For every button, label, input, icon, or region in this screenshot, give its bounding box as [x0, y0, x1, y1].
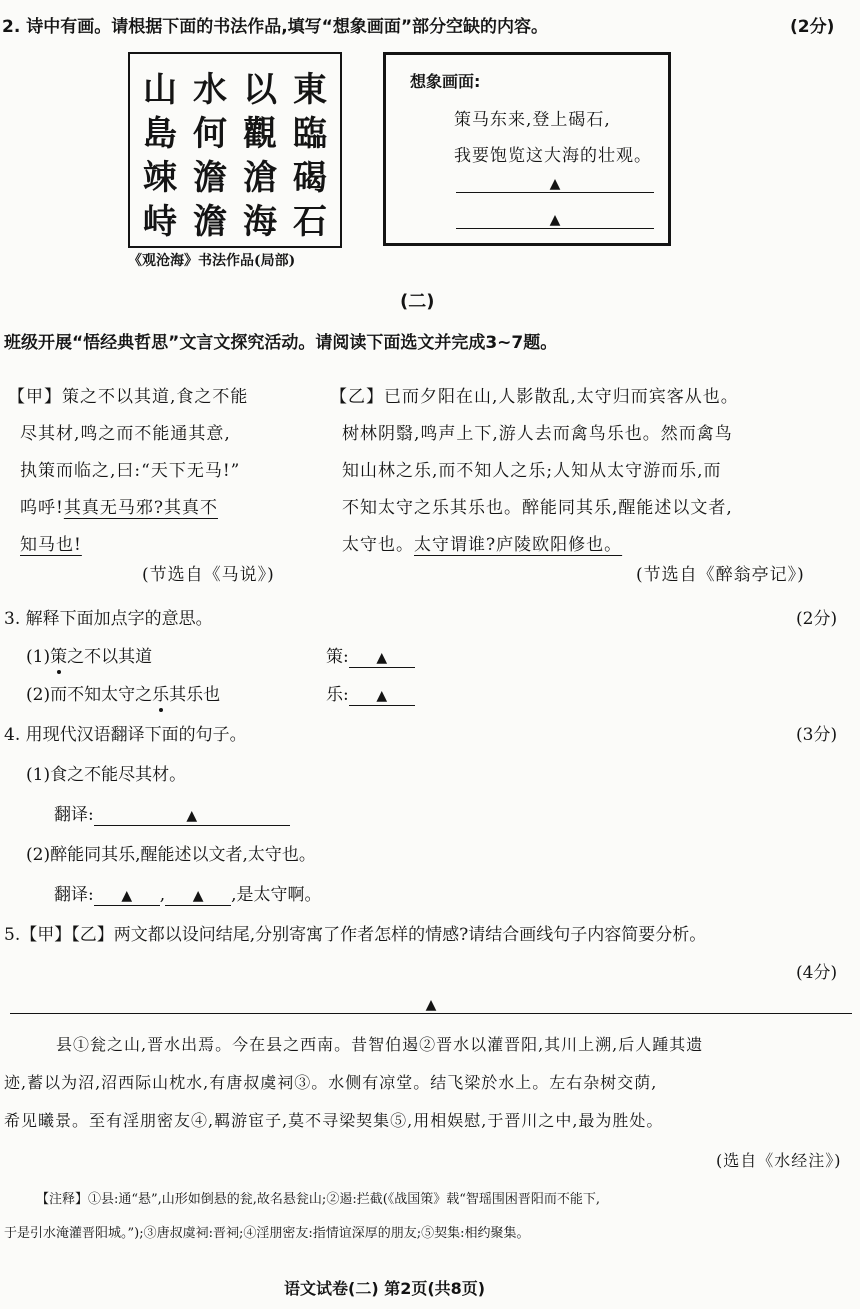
- q3-item-2: (2)而不知太守之乐其乐也: [26, 685, 221, 705]
- section-intro: 班级开展“悟经典哲思”文言文探究活动。请阅读下面选文并完成3~7题。: [4, 333, 558, 353]
- q5-prompt: 5.【甲】【乙】两文都以设问结尾,分别寄寓了作者怎样的情感?请结合画线句子内容简要分析。: [4, 925, 707, 945]
- passage-source: (选自《水经注》): [716, 1151, 842, 1170]
- q3-score: (2分): [796, 609, 838, 629]
- section-heading: (二): [400, 291, 435, 312]
- calligraphy-column-3: [188, 68, 232, 244]
- q4-item-1: (1)食之不能尽其材。: [26, 765, 187, 785]
- calligraphy-artwork: [128, 52, 342, 248]
- calligraphy-char: 以: [243, 70, 277, 110]
- yi-line-5: [342, 530, 622, 555]
- imagination-title: 想象画面:: [410, 72, 481, 91]
- q4-prompt: 4. 用现代汉语翻译下面的句子。: [4, 725, 247, 745]
- calligraphy-char: 山: [143, 70, 177, 110]
- jia-line-1: 【甲】策之不以其道,食之不能: [8, 387, 249, 407]
- yi-line-5-prefix: 太守也。: [342, 535, 414, 555]
- yi-line-4: 不知太守之乐其乐也。醉能同其乐,醒能述以文者,: [342, 498, 733, 518]
- emphasis-dot-le: 乐: [152, 685, 170, 705]
- jia-line-5: [20, 530, 82, 555]
- answer-blank-1[interactable]: ▲: [456, 173, 654, 193]
- jia-line-3: 执策而临之,曰:“天下无马!”: [20, 461, 241, 481]
- answer-blank-2[interactable]: ▲: [456, 209, 654, 229]
- passage-line-1: 县①瓮之山,晋水出焉。今在县之西南。昔智伯遏②晋水以灌晋阳,其川上溯,后人踵其遗: [56, 1035, 704, 1054]
- yi-underlined-sentence: 太守谓谁?庐陵欧阳修也。: [414, 535, 623, 555]
- jia-underlined-sentence-end: 知马也!: [20, 535, 82, 555]
- q3-item-1-answer[interactable]: 策: ▲: [326, 642, 415, 668]
- calligraphy-caption: 《观沧海》书法作品(局部): [128, 253, 296, 269]
- passage-line-2: 迹,蓄以为沼,沼西际山枕水,有唐叔虞祠③。水侧有凉堂。结飞梁於水上。左右杂树交荫,: [4, 1073, 658, 1092]
- yi-line-3: 知山林之乐,而不知人之乐;人知从太守游而乐,而: [342, 461, 722, 481]
- jia-line-4-prefix: 呜呼!: [20, 498, 64, 518]
- jia-source: (节选自《马说》): [142, 565, 275, 585]
- q5-answer-line[interactable]: ▲: [10, 994, 852, 1014]
- emphasis-dot-ce: 策: [50, 647, 68, 667]
- q4-item-2-answer[interactable]: 翻译: ▲ , ▲ ,是太守啊。: [54, 885, 322, 905]
- calligraphy-char: 東: [293, 70, 327, 110]
- annotation-line-2: 于是引水淹灌晋阳城。”);③唐叔虞祠:晋祠;④淫朋密友:指情谊深厚的朋友;⑤契集:相约聚集。: [4, 1226, 530, 1241]
- calligraphy-char: 石: [293, 202, 327, 242]
- q3-item-2-answer[interactable]: 乐: ▲: [326, 680, 415, 706]
- imagination-box: [383, 52, 671, 246]
- q3-item-1: (1)策之不以其道: [26, 647, 153, 667]
- calligraphy-char: 碣: [293, 158, 327, 198]
- calligraphy-char: 澹: [193, 158, 227, 198]
- jia-line-4: [20, 493, 218, 518]
- calligraphy-column-2: [238, 68, 282, 244]
- passage-line-3: 希见曦景。至有淫朋密友④,羁游宦子,莫不寻梁契集⑤,用相娱慰,于晋川之中,最为胜处。: [4, 1111, 664, 1130]
- q4-item-1-answer[interactable]: 翻译: ▲: [54, 800, 290, 826]
- calligraphy-char: 海: [243, 202, 277, 242]
- calligraphy-char: 觀: [243, 114, 277, 154]
- calligraphy-char: 臨: [293, 114, 327, 154]
- jia-line-2: 尽其材,鸣之而不能通其意,: [20, 424, 231, 444]
- q3-prompt: 3. 解释下面加点字的意思。: [4, 609, 213, 629]
- annotation-line-1: 【注释】①县:通“悬”,山形如倒悬的瓮,故名悬瓮山;②遏:拦截(《战国策》载“智瑶围困晋阳而不能下,: [36, 1192, 601, 1207]
- imagination-line-2: 我要饱览这大海的壮观。: [454, 146, 652, 166]
- calligraphy-char: 島: [143, 114, 177, 154]
- calligraphy-char: 竦: [143, 158, 177, 198]
- imagination-line-1: 策马东来,登上碣石,: [454, 110, 611, 130]
- page-footer: 语文试卷(二) 第2页(共8页): [284, 1279, 486, 1298]
- jia-underlined-sentence: 其真无马邪?其真不: [63, 498, 218, 518]
- q4-item-2: (2)醉能同其乐,醒能述以文者,太守也。: [26, 845, 316, 865]
- yi-line-1: 【乙】已而夕阳在山,人影散乱,太守归而宾客从也。: [330, 387, 739, 407]
- calligraphy-char: 峙: [143, 202, 177, 242]
- calligraphy-column-4: [138, 68, 182, 244]
- calligraphy-char: 水: [193, 70, 227, 110]
- q2-score: (2分): [790, 17, 835, 37]
- calligraphy-char: 澹: [193, 202, 227, 242]
- yi-line-2: 树林阴翳,鸣声上下,游人去而禽鸟乐也。然而禽鸟: [342, 424, 733, 444]
- calligraphy-char: 何: [193, 114, 227, 154]
- calligraphy-column-1: [288, 68, 332, 244]
- q2-prompt: 2. 诗中有画。请根据下面的书法作品,填写“想象画面”部分空缺的内容。: [2, 17, 549, 37]
- q4-score: (3分): [796, 725, 838, 745]
- yi-source: (节选自《醉翁亭记》): [636, 565, 805, 585]
- calligraphy-char: 滄: [243, 158, 277, 198]
- q5-score: (4分): [796, 963, 838, 983]
